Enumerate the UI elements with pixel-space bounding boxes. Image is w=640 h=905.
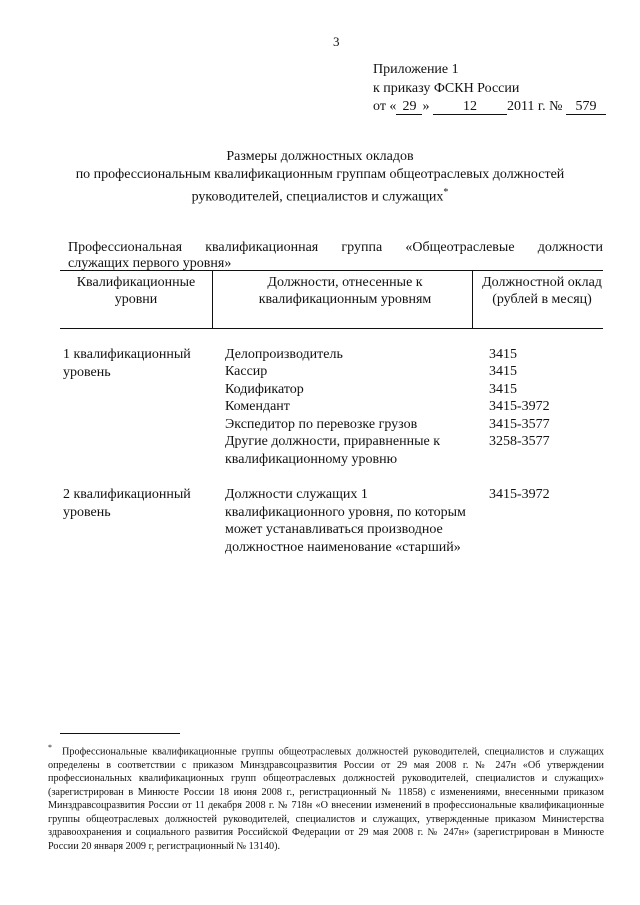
position-salary: 3415-3577 [489,417,550,432]
position-name: Комендант [225,399,290,414]
appendix-title: Приложение 1 [373,62,459,77]
date-month: 12 [433,100,507,115]
date-day-suffix: » [422,99,430,114]
level-label: 1 квалификационный уровень [63,347,191,380]
footnote-mark: * [48,743,52,752]
position-name: Экспедитор по перевозке грузов [225,417,418,432]
date-prefix: от « [373,99,397,114]
footnote [48,741,604,853]
footnote-separator [60,733,180,734]
position-salary: 3415 [489,364,517,379]
header-levels: Квалификационные уровни [76,275,196,307]
appendix-date-line [373,99,606,115]
position-salary: 3415 [489,382,517,397]
document-title-line1: Размеры должностных окладов [226,149,414,164]
position-salary: 3415-3972 [489,487,550,502]
table-header [60,270,603,329]
header-positions: Должности, отнесенные к квалификационным уровням [258,275,432,307]
position-name: Должности служащих 1 квалификационного уровня, по которым может устанавливаться производное должностное наименование «старший» [225,487,466,555]
position-name: Кодификатор [225,382,304,397]
footnote-text: Профессиональные квалификационные группы общеотраслевых должностей руководителей, специалистов и служащих определены в соответствии с приказом Минздравсоцразвития России от 29 мая 2008 г. № 247н «Об утверждении профессиональных квалификационных групп общеотраслевых должностей руководителей, специалистов и служащих» (зарегистрирован в Минюсте России 18 июня 2008 г., регистрационный № 11858) с изменениями, внесенными приказом Минздравсоцразвития России от 11 декабря 2008 г. № 718н «О внесении изменений в профессиональные квалификационные группы общеотраслевых должностей руководителей, специалистов и служащих, утвержденные приказом Министерства здравоохранения и социального развития Российской Федерации от 29 мая 2008 г. № 247н» (зарегистрирован в Минюсте России 20 января 2009 г, регистрационный № 13140). [48,746,604,852]
position-name: Делопроизводитель [225,347,343,362]
date-day: 29 [396,100,422,115]
document-title-line2: по профессиональным квалификационным группам общеотраслевых должностей [75,167,565,182]
group-heading-line1: Профессиональная квалификационная группа «Общеотраслевые должности [68,240,603,255]
document-title-line3 [0,184,640,207]
position-name: Кассир [225,364,268,379]
column-divider [472,271,473,328]
position-name: Другие должности, приравненные к квалификационному уровню [225,434,440,467]
level-label: 2 квалификационный уровень [63,487,191,520]
order-number: 579 [566,100,606,115]
position-salary: 3415 [489,347,517,362]
appendix-order-ref: к приказу ФСКН России [373,81,520,96]
date-year: 2011 г. № [506,99,563,114]
group-heading-line2: служащих первого уровня» [68,256,232,271]
column-divider [212,271,213,328]
page-number: 3 [333,34,340,49]
document-title-text: руководителей, специалистов и служащих [191,189,444,205]
header-salary: Должностной оклад (рублей в месяц) [482,275,602,307]
footnote-mark: * [443,187,449,198]
position-salary: 3415-3972 [489,399,550,414]
position-salary: 3258-3577 [489,434,550,449]
